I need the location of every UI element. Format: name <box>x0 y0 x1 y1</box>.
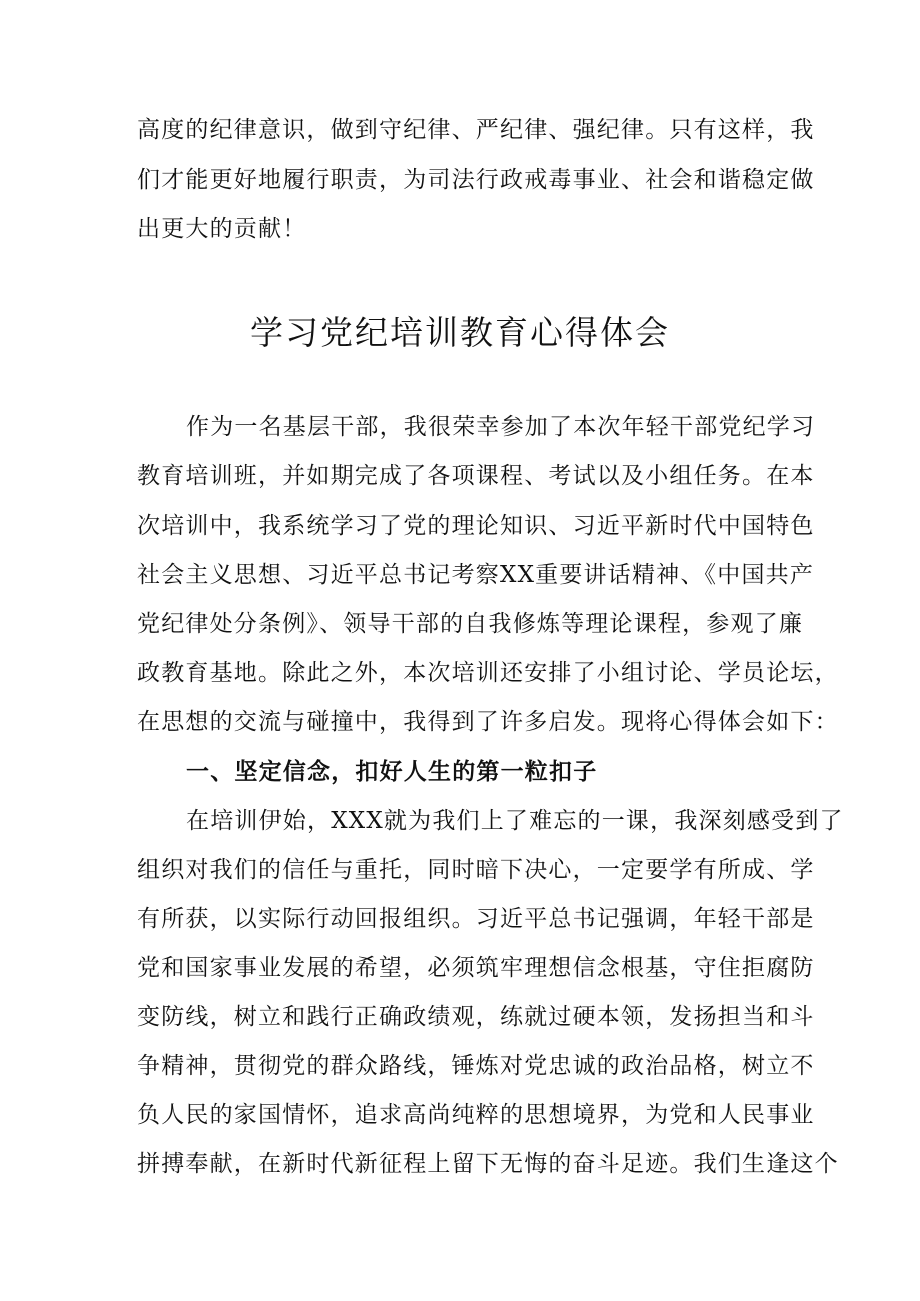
paragraph-line: 在培训伊始，XXX就为我们上了难忘的一课，我深刻感受到了 <box>186 808 844 834</box>
paragraph-line: 组织对我们的信任与重托，同时暗下决心，一定要学有所成、学 <box>137 857 815 883</box>
paragraph-line: 政教育基地。除此之外，本次培训还安排了小组讨论、学员论坛， <box>137 660 839 686</box>
paragraph-line: 高度的纪律意识，做到守纪律、严纪律、强纪律。只有这样，我 <box>137 117 815 143</box>
paragraph-line: 党和国家事业发展的希望，必须筑牢理想信念根基，守住拒腐防 <box>137 955 815 981</box>
paragraph-line: 作为一名基层干部，我很荣幸参加了本次年轻干部党纪学习 <box>186 414 816 440</box>
paragraph-line: 出更大的贡献！ <box>137 216 307 242</box>
paragraph-line: 教育培训班，并如期完成了各项课程、考试以及小组任务。在本 <box>137 463 815 489</box>
paragraph-line: 次培训中，我系统学习了党的理论知识、习近平新时代中国特色 <box>137 513 815 539</box>
article-title: 学习党纪培训教育心得体会 <box>250 313 670 352</box>
paragraph-line: 争精神，贯彻党的群众路线，锤炼对党忠诚的政治品格，树立不 <box>137 1053 815 1079</box>
paragraph-line: 拼搏奉献，在新时代新征程上留下无悔的奋斗足迹。我们生逢这个 <box>137 1151 839 1177</box>
paragraph-line: 们才能更好地履行职责，为司法行政戒毒事业、社会和谐稳定做 <box>137 167 815 193</box>
paragraph-line: 变防线，树立和践行正确政绩观，练就过硬本领，发扬担当和斗 <box>137 1004 815 1030</box>
paragraph-line: 在思想的交流与碰撞中，我得到了许多启发。现将心得体会如下： <box>137 709 839 735</box>
paragraph-line: 有所获，以实际行动回报组织。习近平总书记强调，年轻干部是 <box>137 906 815 932</box>
section-heading: 一、坚定信念，扣好人生的第一粒扣子 <box>186 759 598 785</box>
paragraph-line: 社会主义思想、习近平总书记考察XX重要讲话精神、《中国共产 <box>137 562 815 588</box>
paragraph-line: 负人民的家国情怀，追求高尚纯粹的思想境界，为党和人民事业 <box>137 1102 815 1128</box>
paragraph-line: 党纪律处分条例》、领导干部的自我修炼等理论课程，参观了廉 <box>137 611 804 637</box>
